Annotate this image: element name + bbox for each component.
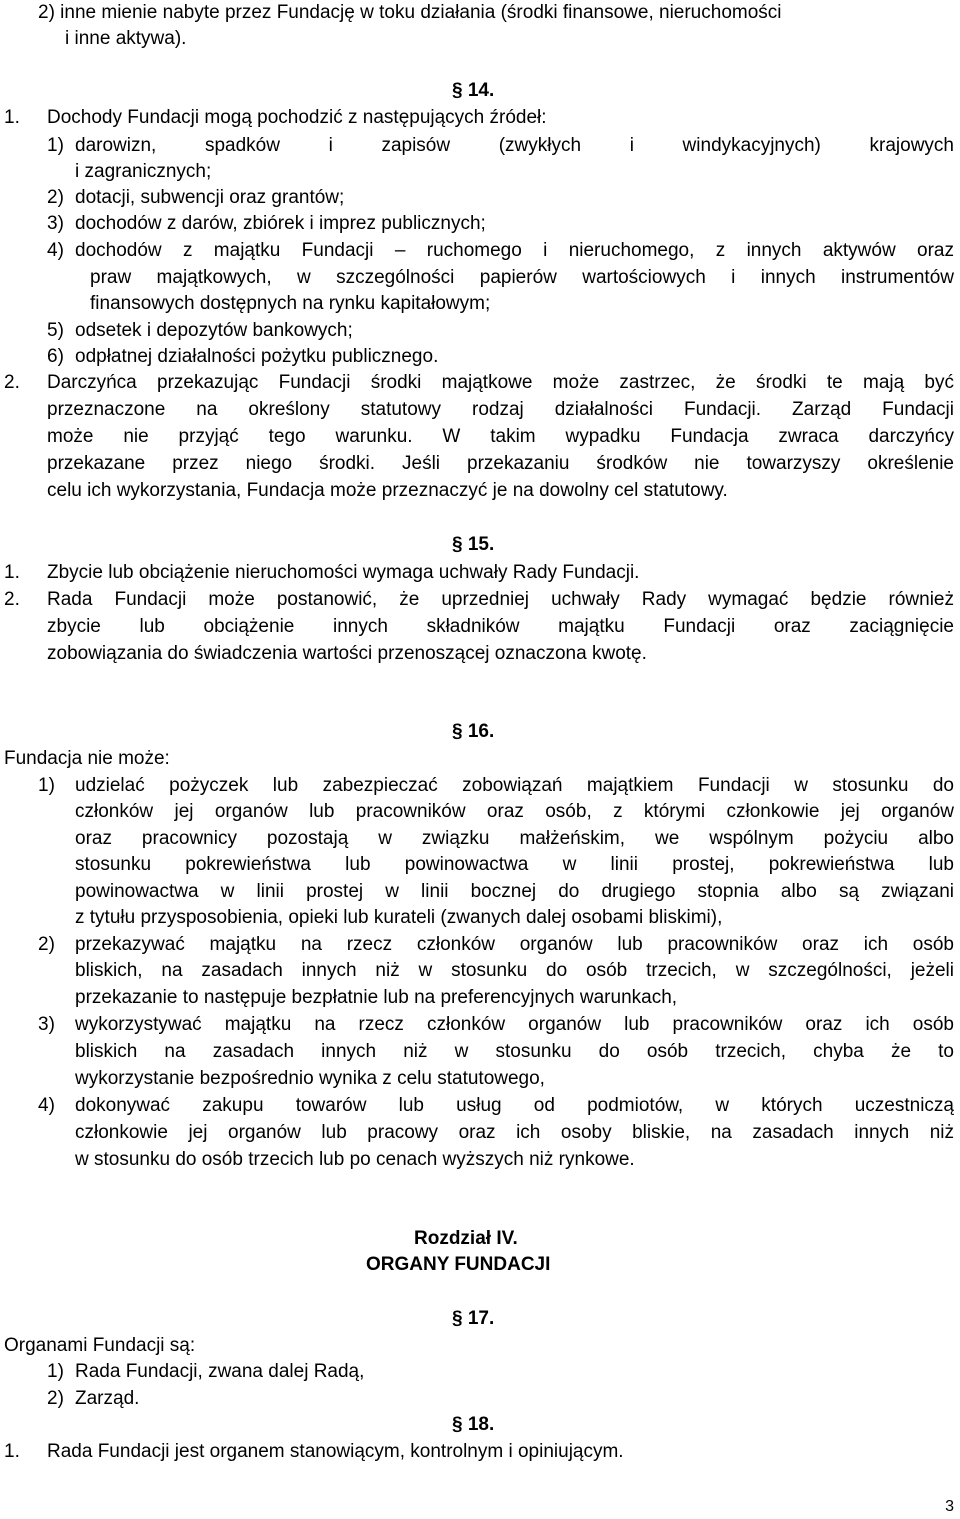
- s16-item-1-line-1: udzielać pożyczek lub zabezpieczać zobowiązań majątkiem Fundacji w stosunku do: [75, 775, 954, 796]
- s14-p2-line-5: celu ich wykorzystania, Fundacja może przeznaczyć je na dowolny cel statutowy.: [47, 480, 728, 501]
- s14-item-4-line-3: finansowych dostępnych na rynku kapitałowym;: [90, 293, 491, 314]
- s17-item-1-text: Rada Fundacji, zwana dalej Radą,: [75, 1361, 365, 1382]
- s16-item-4-line-3: w stosunku do osób trzecich lub po cenach wyższych niż rynkowe.: [75, 1149, 635, 1170]
- s16-item-4-number: 4): [38, 1095, 55, 1116]
- s14-item-4-line-1: dochodów z majątku Fundacji – ruchomego i nieruchomego, z innych aktywów oraz: [75, 240, 954, 261]
- s15-p2-line-2: zbycie lub obciążenie innych składników majątku Fundacji oraz zaciągnięcie: [47, 616, 954, 637]
- s14-item-2-line-1: dotacji, subwencji oraz grantów;: [75, 187, 345, 208]
- s16-item-1-line-3: oraz pracownicy pozostają w związku małżeńskim, we wspólnym pożyciu albo: [75, 828, 954, 849]
- section-16-heading: § 16.: [452, 721, 495, 742]
- s16-item-3-line-3: wykorzystanie bezpośrednio wynika z celu statutowego,: [75, 1068, 545, 1089]
- s14-item-1-number: 1): [47, 135, 64, 156]
- s16-item-3-number: 3): [38, 1014, 55, 1035]
- s14-p1-number: 1.: [4, 107, 20, 128]
- s17-item-2-text: Zarząd.: [75, 1388, 140, 1409]
- s15-p1-text: Zbycie lub obciążenie nieruchomości wymaga uchwały Rady Fundacji.: [47, 562, 640, 583]
- s14-item-6-line-1: odpłatnej działalności pożytku publicznego.: [75, 346, 439, 367]
- s16-item-2-line-2: bliskich, na zasadach innych niż w stosunku do osób trzecich, w szczególności, jeżeli: [75, 960, 954, 981]
- s16-item-1-number: 1): [38, 775, 55, 796]
- s16-item-3-line-2: bliskich na zasadach innych niż w stosunku do osób trzecich, chyba że to: [75, 1041, 954, 1062]
- s14-item-1-line-2: i zagranicznych;: [75, 161, 212, 182]
- s18-p1-text: Rada Fundacji jest organem stanowiącym, kontrolnym i opiniującym.: [47, 1441, 624, 1462]
- s15-p2-number: 2.: [4, 589, 20, 610]
- s14-item-3-number: 3): [47, 213, 64, 234]
- s14-item-6-number: 6): [47, 346, 64, 367]
- s14-item-3-line-1: dochodów z darów, zbiórek i imprez publicznych;: [75, 213, 486, 234]
- chapter-subtitle: ORGANY FUNDACJI: [366, 1254, 551, 1275]
- item-2-line-1: 2) inne mienie nabyte przez Fundację w toku działania (środki finansowe, nieruchomości: [38, 2, 782, 23]
- s18-p1-number: 1.: [4, 1441, 20, 1462]
- s16-item-4-line-1: dokonywać zakupu towarów lub usług od podmiotów, w których uczestniczą: [75, 1095, 954, 1116]
- s16-item-1-line-2: członków jej organów lub pracowników oraz osób, z którymi członkowie jej organów: [75, 801, 954, 822]
- s14-item-5-number: 5): [47, 320, 64, 341]
- section-14-heading: § 14.: [452, 80, 495, 101]
- s16-item-2-line-3: przekazanie to następuje bezpłatnie lub na preferencyjnych warunkach,: [75, 987, 678, 1008]
- s17-item-1-number: 1): [47, 1361, 64, 1382]
- s14-p1-intro: Dochody Fundacji mogą pochodzić z następujących źródeł:: [47, 107, 547, 128]
- s16-item-1-line-4: stosunku pokrewieństwa lub powinowactwa w linii prostej, pokrewieństwa lub: [75, 854, 954, 875]
- s16-item-2-line-1: przekazywać majątku na rzecz członków organów lub pracowników oraz ich osób: [75, 934, 954, 955]
- s14-item-4-line-2: praw majątkowych, w szczególności papierów wartościowych i innych instrumentów: [90, 267, 954, 288]
- s14-item-4-number: 4): [47, 240, 64, 261]
- s14-item-5-line-1: odsetek i depozytów bankowych;: [75, 320, 353, 341]
- s14-p2-line-4: przekazane przez niego środki. Jeśli przekazaniu środków nie towarzyszy określenie: [47, 453, 954, 474]
- s16-item-1-line-6: z tytułu przysposobienia, opieki lub kurateli (zwanych dalej osobami bliskimi),: [75, 907, 723, 928]
- section-17-heading: § 17.: [452, 1308, 495, 1329]
- s16-item-4-line-2: członkowie jej organów lub pracowy oraz ich osoby bliskie, na zasadach innych niż: [75, 1122, 954, 1143]
- s17-item-2-number: 2): [47, 1388, 64, 1409]
- section-15-heading: § 15.: [452, 534, 495, 555]
- s15-p2-line-1: Rada Fundacji może postanowić, że uprzedniej uchwały Rady wymagać będzie również: [47, 589, 954, 610]
- s14-p2-line-3: może nie przyjąć tego warunku. W takim wypadku Fundacja zwraca darczyńcy: [47, 426, 954, 447]
- section-18-heading: § 18.: [452, 1414, 495, 1435]
- s14-p2-number: 2.: [4, 372, 20, 393]
- page-number: 3: [945, 1498, 954, 1515]
- s15-p1-number: 1.: [4, 562, 20, 583]
- chapter-title: Rozdział IV.: [414, 1228, 518, 1249]
- s16-item-3-line-1: wykorzystywać majątku na rzecz członków organów lub pracowników oraz ich osób: [75, 1014, 954, 1035]
- s16-intro: Fundacja nie może:: [4, 748, 170, 769]
- item-2-line-2: i inne aktywa).: [65, 28, 187, 49]
- s14-p2-line-2: przeznaczone na określony statutowy rodzaj działalności Fundacji. Zarząd Fundacji: [47, 399, 954, 420]
- s14-item-1-line-1: darowizn, spadków i zapisów (zwykłych i windykacyjnych) krajowych: [75, 135, 954, 156]
- s16-item-1-line-5: powinowactwa w linii prostej w linii bocznej do drugiego stopnia albo są związani: [75, 881, 954, 902]
- s17-intro: Organami Fundacji są:: [4, 1335, 196, 1356]
- s16-item-2-number: 2): [38, 934, 55, 955]
- s15-p2-line-3: zobowiązania do świadczenia wartości przenoszącej oznaczona kwotę.: [47, 643, 647, 664]
- s14-item-2-number: 2): [47, 187, 64, 208]
- s14-p2-line-1: Darczyńca przekazując Fundacji środki majątkowe może zastrzec, że środki te mają być: [47, 372, 954, 393]
